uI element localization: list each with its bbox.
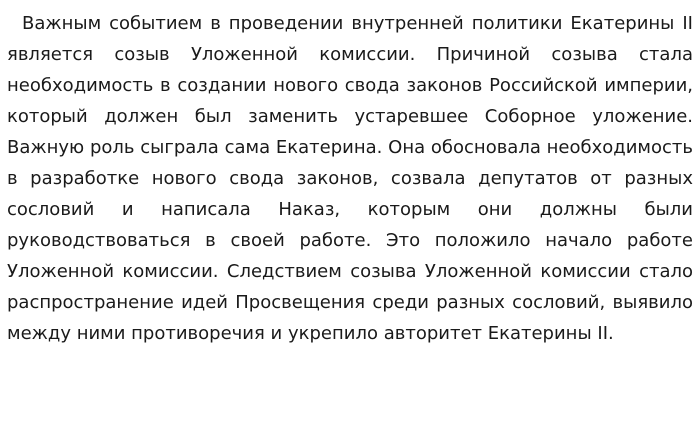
document-body: [7, 8, 693, 349]
paragraph-text: Важным событием в проведении внутренней политики Екатерины II является созыв Уложенной комиссии. Причиной созыва стала необходимость в создании нового свода законов Российской империи, который должен был заменить устаревшее Соборное уложение. Важную роль сыграла сама Екатерина. Она обосновала необходимость в разработке нового свода законов, созвала депутатов от разных сословий и написала Наказ, которым они должны были руководствоваться в своей работе. Это положило начало работе Уложенной комиссии. Следствием созыва Уложенной комиссии стало распространение идей Просвещения среди разных сословий, выявило между ними противоречия и укрепило авторитет Екатерины II.: [7, 13, 693, 344]
